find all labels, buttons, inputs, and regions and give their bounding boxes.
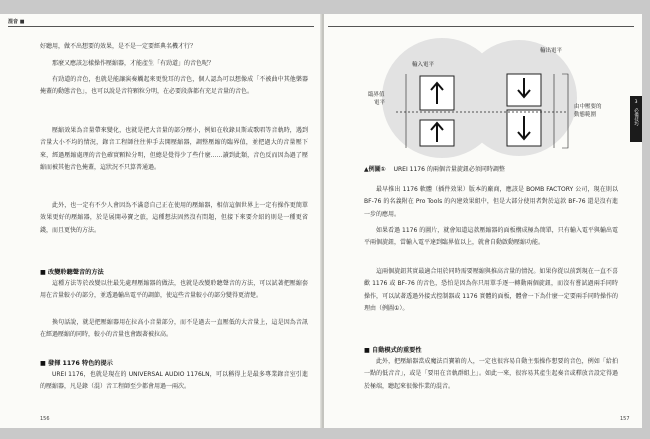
figure-caption [364,164,505,173]
paragraph: 壓縮效果為音量帶來變化，也就是把大音量的部分壓小，例如在收錄貝斯或歌唱等音軌時，遇到音量大小不均的情況，錄音工程師往往伸手去開壓縮器，調整壓縮的臨界值，並把過大的音量壓下來，經過壓縮處理的音色確實顆粒分明，但總是覺得少了些什麼……讀到此類，音色反而因為過了壓縮而被其他音色掩蓋，這狀況不只算普通過。 [40,127,308,171]
right-page [324,14,642,428]
section-heading: ■ 發揮 1176 特色的提示 [40,358,113,367]
paragraph: 此外，也一定有不少人會因為不滿意自己正在使用的壓縮器，相信這個世界上一定有操作更簡單效果更好的壓縮器，於是展開尋寶之旅，這種想法固然沒有問題，但接下來要介紹的則是一種更省錢，而且更快的方法。 [40,202,308,234]
range-label: 動態範圍 [574,112,597,118]
paragraph: 此外，把壓縮器當成魔法百寶箱的人，一定也很容易自動主張操作想要的音色，例如「給拍一點的低音音」，或是「要用在音軌群組上」。如此一來，很容易其產生起奏音或釋放音設定得過於極端，聽起來很像作業的混音。 [364,358,618,390]
paragraph: 有勁道的音色，也就是能讓演奏觸起來更悅耳的音色，個人認為可以想像成「不被曲中其他樂器掩蓋的動態音色」，也可以說是音符顆粒分明，在必要段落都有充足音量的音色。 [40,76,308,96]
paragraph: 好聽用，做不出想要的效果，是不是一定要經典名機才行？ [40,43,197,50]
compressor-diagram [364,38,604,163]
chapter-tab-text: 必備技巧 [633,108,639,126]
paragraph: 這兩個旋鈕其實最適合用於同時需要壓縮與推高音量的情況。如果你從以前到現在一直不喜歡 1176 或 BF-76 的音色，恐怕是因為你只用單手逐一轉動兩個旋鈕，而沒有嘗試過兩手同時操作，可以試著透過外接式控制器或 1176 實體的面板，體會一下為什麼一定要兩手同時操作的理由（例圖①）。 [364,268,618,312]
paragraph: UREI 1176，也就是現在的 UNIVERSAL AUDIO 1176LN，可以稱得上是最多專業錄音室引進的壓縮器，凡是錄（混）音工程師至少都會用過一兩次。 [40,371,308,391]
caption-mark: ▲例圖① [364,166,386,173]
input-level-label: 輸入電平 [412,62,435,68]
left-page [0,14,322,428]
paragraph: 換句話說，就是把壓縮器用在拉高小音量部分，而不是過去一直壓低的大音量上，這是因為音訊在經過壓縮的同時，較小的音量也會跟著被拉高。 [40,319,308,339]
caption-text: UREI 1176 的兩個音量旋鈕必須同時調整 [393,166,505,173]
chapter-side-tab [630,96,642,142]
output-level-label: 輸出電平 [540,48,563,54]
paragraph: 如果看過 1176 的圖片，就會知道這款壓縮器的面板構成極為簡單，只有輸入電平與輸出電平兩個旋鈕，當輸入電平達到臨界值以上，就會自動啟動壓縮功能。 [364,227,618,247]
threshold-label: 電平 [374,100,386,106]
range-label: 由中壓要的 [574,104,602,110]
section-heading: ■ 自動模式的重要性 [364,345,422,354]
threshold-label: 臨界值 [368,92,385,98]
page-number: 157 [620,416,630,422]
header-rule [8,26,314,27]
page-number: 156 [40,416,50,422]
paragraph: 這種方法等於改變以往最先處理壓縮器的做法，也就是改變聆聽聲音的方法，可以試著把壓縮套用在音量較小的部分，並透過輸出電平的調節，使這些音量較小的部分變得更清楚。 [40,280,308,300]
running-header: 混音 ■ [8,19,25,25]
header-rule [328,26,634,27]
paragraph: 最早推出 1176 軟體（插件效果）版本的廠商，應該是 BOMB FACTORY 公司，現在則以 BF-76 的名義附在 Pro Tools 的內建效果組中，但是大部分使用者對於這款 BF-76 還是沒有進一步的應用。 [364,186,618,218]
section-heading: ■ 改變聆聽聲音的方法 [40,267,104,276]
paragraph: 那麼又應該怎樣操作壓縮器，才能產生「有勁道」的音色呢？ [52,60,215,67]
chapter-number: 3 [634,100,638,105]
